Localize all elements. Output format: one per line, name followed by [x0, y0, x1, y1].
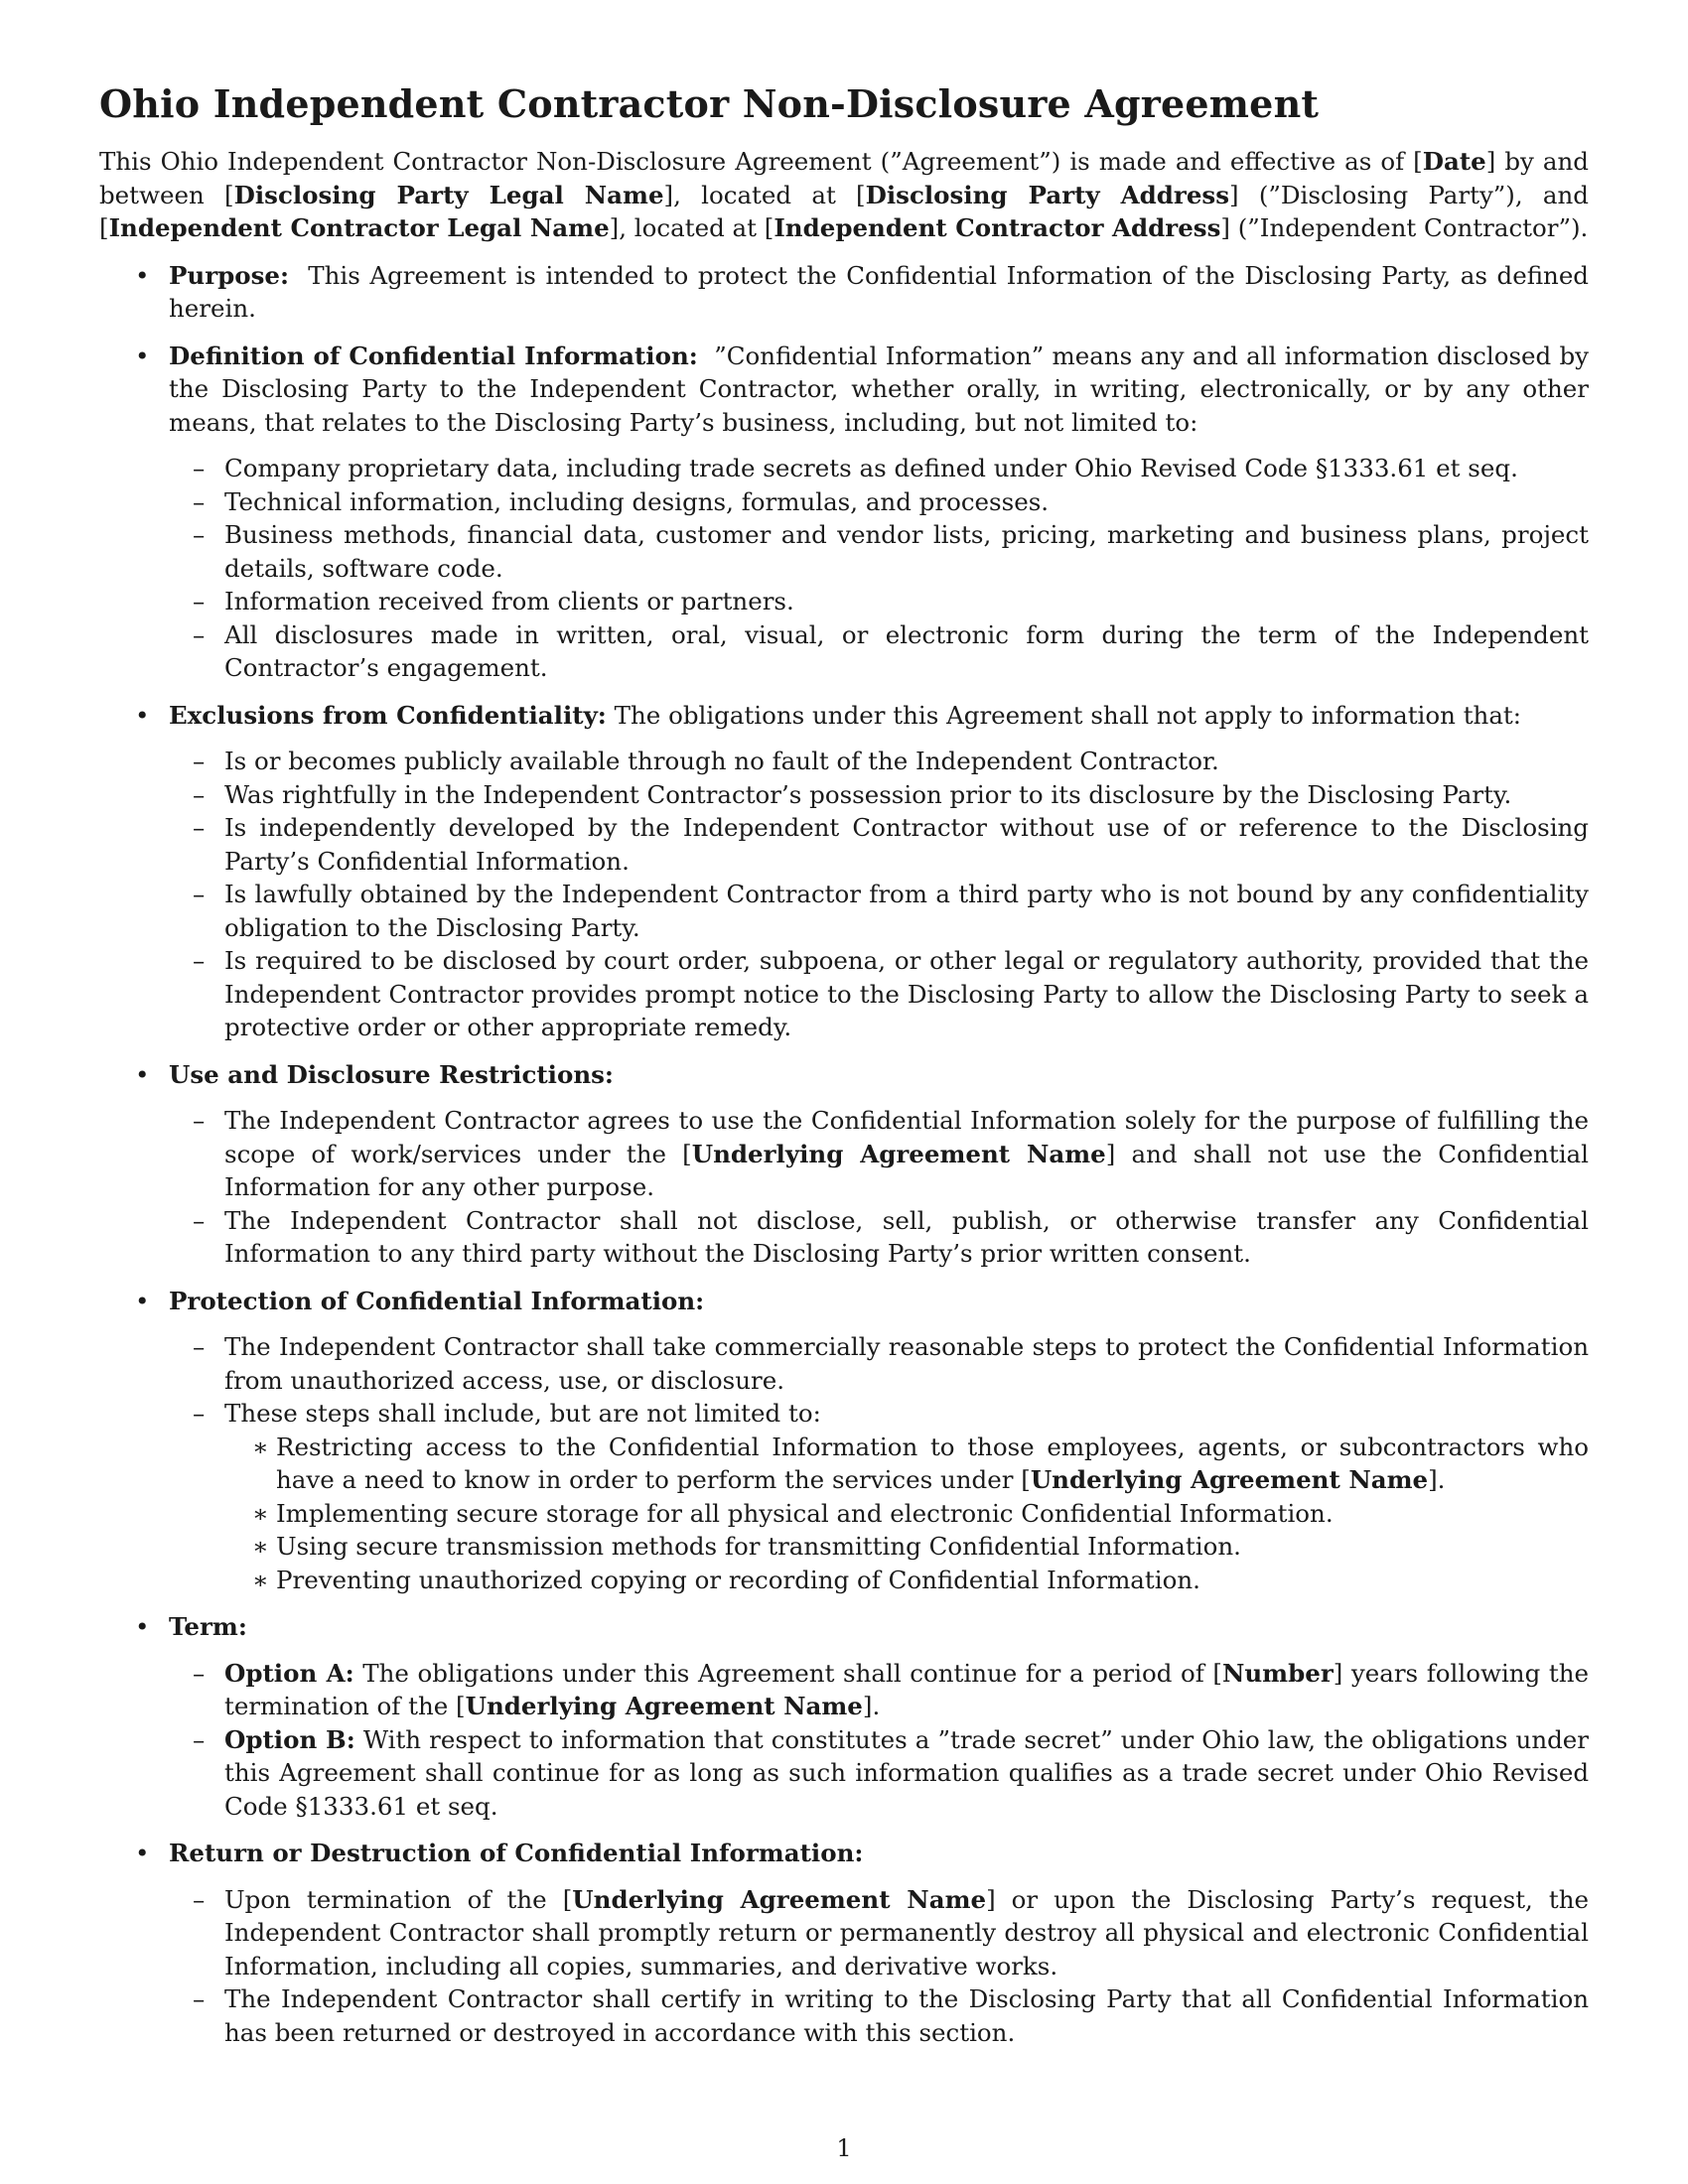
document-page — [99, 79, 1589, 2063]
intro-text: ] (”Disclosing Party”), and [ — [99, 180, 1589, 242]
sub-list — [169, 452, 1589, 685]
list-item — [165, 778, 1589, 812]
bullet-marker: • — [135, 260, 150, 290]
dash-marker: – — [193, 619, 206, 649]
underlying-agreement-placeholder: Underlying Agreement Name — [572, 1884, 987, 1914]
section-text: ”Confidential Information” means any and all information disclosed by the Disclosing Party to the Independent Contractor, whether orally, in writing, electronically, or by any other means, that relates to the Disclosing Party’s business, including, but not limited to: — [169, 341, 1589, 437]
list-item — [165, 452, 1589, 485]
section-heading: Protection of Confidential Information: — [169, 1286, 705, 1315]
section-body — [169, 1837, 1589, 1870]
list-item — [165, 944, 1589, 1044]
bullet-marker: • — [135, 1286, 150, 1315]
section-body — [169, 340, 1589, 440]
disclosing-party-name-placeholder: Disclosing Party Legal Name — [233, 180, 664, 209]
list-item — [165, 485, 1589, 519]
section-text: The obligations under this Agreement shall not apply to information that: — [614, 700, 1522, 730]
date-placeholder: Date — [1422, 147, 1486, 176]
dash-marker: – — [193, 1984, 206, 2013]
list-item-text: ]. — [1428, 1465, 1446, 1494]
list-item-text: These steps shall include, but are not limited to: — [224, 1399, 821, 1428]
dash-marker: – — [193, 1724, 206, 1754]
option-b-label: Option B: — [224, 1724, 355, 1754]
dash-marker: – — [193, 813, 206, 842]
list-item-text: Information received from clients or partners. — [224, 587, 794, 615]
section-body — [169, 699, 1589, 733]
list-item-text: All disclosures made in written, oral, visual, or electronic form during the term of the Independent Contractor’s engagement. — [224, 619, 1589, 682]
number-placeholder: Number — [1221, 1658, 1334, 1688]
intro-text: ] (”Independent Contractor”). — [1220, 213, 1589, 242]
section-body — [169, 1058, 1589, 1092]
dash-marker: – — [193, 486, 206, 516]
section-heading: Purpose: — [169, 260, 290, 290]
bullet-marker: • — [135, 700, 150, 730]
page-number: 1 — [836, 2134, 852, 2162]
list-item-text: Restricting access to the Confidential Information to those employees, agents, or subcontractors who have a need to know in order to perform the services under [ — [276, 1432, 1589, 1494]
list-item-text: Technical information, including designs, formulas, and processes. — [224, 486, 1050, 516]
sub-list — [169, 1883, 1589, 2050]
option-a-label: Option A: — [224, 1658, 354, 1688]
list-item-text: Was rightfully in the Independent Contractor’s possession prior to its disclosure by the Disclosing Party. — [224, 779, 1512, 809]
bullet-marker: • — [135, 1612, 150, 1641]
section-exclusions — [99, 699, 1589, 1044]
bullet-marker: • — [135, 1839, 150, 1867]
list-item-text: With respect to information that constitutes a ”trade secret” under Ohio law, the obligations under this Agreement shall continue for as long as such information qualifies as a trade secret under Ohio Revised Code §1333.61 et seq. — [224, 1724, 1589, 1821]
list-item-text: Is or becomes publicly available through no fault of the Independent Contractor. — [224, 747, 1219, 775]
list-item — [165, 1657, 1589, 1723]
section-return-destruction — [99, 1837, 1589, 2049]
list-item-text: Is independently developed by the Independent Contractor without use of or reference to the Disclosing Party’s Confidential Information. — [224, 813, 1589, 876]
intro-paragraph — [99, 145, 1589, 245]
list-item — [165, 1104, 1589, 1204]
section-heading: Use and Disclosure Restrictions: — [169, 1059, 614, 1089]
bullet-marker: • — [135, 1059, 150, 1089]
section-text: This Agreement is intended to protect the Confidential Information of the Disclosing Party, as defined herein. — [169, 260, 1589, 323]
dash-marker: – — [193, 1658, 206, 1688]
list-item — [165, 1330, 1589, 1397]
dash-marker: – — [193, 880, 206, 908]
section-heading: Definition of Confidential Information: — [169, 341, 698, 370]
section-use-disclosure — [99, 1058, 1589, 1271]
list-item — [165, 1883, 1589, 1983]
list-item-text: Business methods, financial data, customer and vendor lists, pricing, marketing and business plans, project details, software code. — [224, 520, 1589, 583]
list-item-text: The Independent Contractor shall take commercially reasonable steps to protect the Confidential Information from unauthorized access, use, or disclosure. — [224, 1332, 1589, 1395]
list-item-text: ] or upon the Disclosing Party’s request, the Independent Contractor shall promptly return or permanently destroy all physical and electronic Confidential Information, including all copies, summaries, and derivative works. — [224, 1884, 1589, 1980]
bullet-marker: • — [135, 341, 150, 370]
sub-list — [169, 745, 1589, 1044]
section-heading: Term: — [169, 1612, 247, 1641]
star-marker: ∗ — [252, 1498, 269, 1528]
dash-marker: – — [193, 1332, 206, 1361]
nested-list — [224, 1431, 1589, 1597]
list-item — [165, 811, 1589, 878]
section-body — [169, 1285, 1589, 1318]
list-item-text: Using secure transmission methods for transmitting Confidential Information. — [276, 1532, 1241, 1561]
dash-marker: – — [193, 587, 206, 615]
underlying-agreement-placeholder: Underlying Agreement Name — [691, 1139, 1106, 1168]
section-definition — [99, 340, 1589, 685]
list-item-text: Upon termination of the [ — [224, 1884, 573, 1914]
section-purpose — [99, 259, 1589, 326]
list-item — [165, 618, 1589, 685]
document-title: Ohio Independent Contractor Non-Disclosure Agreement — [99, 81, 1320, 126]
underlying-agreement-placeholder: Underlying Agreement Name — [1030, 1465, 1429, 1494]
dash-marker: – — [193, 779, 206, 809]
sections-list — [99, 259, 1589, 2050]
list-item-text: ]. — [862, 1692, 881, 1720]
section-heading: Return or Destruction of Confidential Information: — [169, 1839, 864, 1867]
list-item-text: Company proprietary data, including trade secrets as defined under Ohio Revised Code §1333.61 et seq. — [224, 454, 1518, 482]
section-term — [99, 1610, 1589, 1823]
dash-marker: – — [193, 1205, 206, 1235]
nested-list-item — [224, 1564, 1589, 1597]
intro-text: This Ohio Independent Contractor Non-Disclosure Agreement (”Agreement”) is made and effective as of [ — [99, 147, 1423, 176]
intro-text: ] by and between [ — [99, 147, 1589, 209]
star-marker: ∗ — [252, 1432, 269, 1461]
contractor-address-placeholder: Independent Contractor Address — [774, 213, 1221, 242]
list-item — [165, 1723, 1589, 1824]
list-item — [165, 878, 1589, 944]
sub-list — [169, 1657, 1589, 1824]
sub-list — [169, 1330, 1589, 1596]
list-item-text: ] years following the termination of the [ — [224, 1658, 1589, 1720]
list-item-text: Is required to be disclosed by court order, subpoena, or other legal or regulatory authority, provided that the Independent Contractor provides prompt notice to the Disclosing Party to allow the Disclosing Party to seek a protective order or other appropriate remedy. — [224, 946, 1589, 1041]
dash-marker: – — [193, 520, 206, 549]
list-item — [165, 518, 1589, 585]
list-item-text: The Independent Contractor agrees to use the Confidential Information solely for the purpose of fulfilling the scope of work/services under the [ — [224, 1106, 1589, 1168]
list-item-text: ] and shall not use the Confidential Information for any other purpose. — [224, 1139, 1589, 1201]
list-item — [165, 1982, 1589, 2049]
section-heading: Exclusions from Confidentiality: — [169, 700, 607, 730]
contractor-name-placeholder: Independent Contractor Legal Name — [108, 213, 610, 242]
list-item — [165, 745, 1589, 778]
list-item — [165, 1204, 1589, 1271]
list-item-text: The obligations under this Agreement shall continue for a period of [ — [362, 1658, 1222, 1688]
star-marker: ∗ — [252, 1532, 269, 1561]
dash-marker: – — [193, 946, 206, 975]
dash-marker: – — [193, 747, 206, 775]
dash-marker: – — [193, 1106, 206, 1135]
intro-text: ], located at [ — [609, 213, 774, 242]
list-item-text: The Independent Contractor shall certify in writing to the Disclosing Party that all Confidential Information has been returned or destroyed in accordance with this section. — [224, 1984, 1589, 2047]
underlying-agreement-placeholder: Underlying Agreement Name — [465, 1692, 863, 1720]
list-item-text: Implementing secure storage for all physical and electronic Confidential Information. — [276, 1498, 1334, 1528]
section-body — [169, 259, 1589, 326]
nested-list-item — [224, 1431, 1589, 1497]
dash-marker: – — [193, 454, 206, 482]
list-item-text: Preventing unauthorized copying or recording of Confidential Information. — [276, 1565, 1200, 1594]
intro-text: ], located at [ — [663, 180, 866, 209]
list-item — [165, 585, 1589, 618]
disclosing-party-address-placeholder: Disclosing Party Address — [865, 180, 1230, 209]
nested-list-item — [224, 1497, 1589, 1531]
sub-list — [169, 1104, 1589, 1271]
section-protection — [99, 1285, 1589, 1597]
dash-marker: – — [193, 1884, 206, 1914]
section-body — [169, 1610, 1589, 1644]
list-item-text: The Independent Contractor shall not disclose, sell, publish, or otherwise transfer any Confidential Information to any third party without the Disclosing Party’s prior written consent. — [224, 1205, 1589, 1268]
star-marker: ∗ — [252, 1565, 269, 1594]
nested-list-item — [224, 1530, 1589, 1564]
dash-marker: – — [193, 1399, 206, 1428]
list-item — [165, 1397, 1589, 1596]
list-item-text: Is lawfully obtained by the Independent Contractor from a third party who is not bound by any confidentiality obligation to the Disclosing Party. — [224, 880, 1589, 942]
